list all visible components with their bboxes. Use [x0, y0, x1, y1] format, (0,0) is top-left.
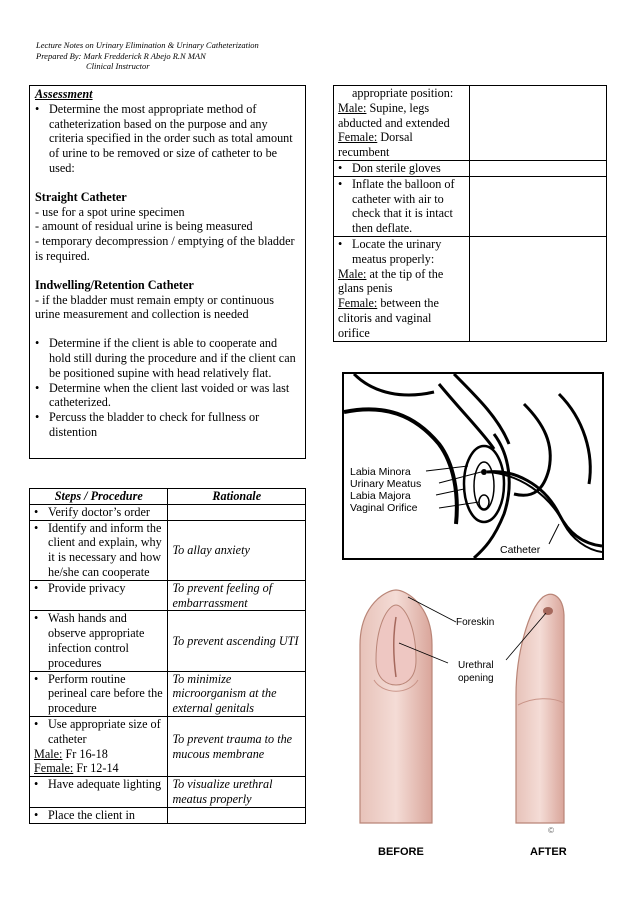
indwelling-catheter-title: Indwelling/Retention Catheter — [35, 277, 194, 292]
table-row — [30, 504, 306, 520]
assessment-bullet-percuss: • Percuss the bladder to check for fullness or distention — [35, 410, 301, 440]
rationale-text: To prevent ascending UTI — [168, 611, 306, 671]
rationale-text — [168, 504, 306, 520]
assessment-bullet-cooperate: • Determine if the client is able to cooperate and hold still during the procedure and if the client can be positioned supine with head relatively flat. — [35, 336, 301, 380]
table-row — [334, 236, 607, 341]
label-vaginal-orifice: Vaginal Orifice — [350, 502, 418, 514]
step-text: • Inflate the balloon of catheter with air to check that it is intact then deflate. — [338, 177, 465, 236]
locate-female: Female: between the clitoris and vaginal orifice — [338, 296, 439, 340]
table-row — [334, 176, 607, 236]
step-text: • Provide privacy — [34, 581, 163, 596]
indwelling-text: - if the bladder must remain empty or continuous urine measurement and collection is needed — [35, 292, 274, 322]
assessment-bullet-method: • Determine the most appropriate method of catheterization based on the purpose and any criteria specified in the order such as total amount of urine to be removed or size of catheter to be used: — [35, 102, 301, 176]
label-labia-minora: Labia Minora — [350, 466, 411, 478]
assessment-box — [29, 85, 306, 459]
label-foreskin: Foreskin — [456, 617, 495, 628]
table-row — [30, 777, 306, 808]
rationale-text: To prevent feeling of embarrassment — [168, 580, 306, 611]
rationale-text: To allay anxiety — [168, 520, 306, 580]
straight-item-3: - temporary decompression / emptying of the bladder is required. — [35, 234, 295, 263]
steps-table-header — [30, 489, 306, 505]
position-female: Female: Dorsal recumbent — [338, 130, 413, 160]
continuation-table — [333, 85, 607, 342]
header-course-title: Lecture Notes on Urinary Elimination & Urinary Catheterization — [36, 40, 259, 50]
penis-before-after-illustration — [338, 585, 610, 870]
rationale-text: To visualize urethral meatus properly — [168, 777, 306, 808]
table-row — [30, 716, 306, 776]
assessment-title: Assessment — [35, 87, 93, 101]
step-text: • Perform routine perineal care before the procedure — [34, 672, 163, 716]
table-row — [334, 160, 607, 176]
label-labia-majora: Labia Majora — [350, 490, 411, 502]
straight-item-1: - use for a spot urine specimen — [35, 204, 185, 219]
catheter-size-female: Female: Fr 12-14 — [34, 761, 119, 776]
step-text: • Use appropriate size of catheter — [34, 717, 163, 747]
rationale-column-header: Rationale — [168, 489, 306, 505]
female-anatomy-illustration — [344, 374, 602, 558]
step-text: • Locate the urinary meatus properly: — [338, 237, 465, 267]
rationale-text: To minimize microorganism at the external genitals — [168, 671, 306, 716]
table-row — [30, 611, 306, 671]
straight-catheter-title: Straight Catheter — [35, 189, 127, 204]
locate-male: Male: at the tip of the glans penis — [338, 266, 444, 296]
step-text: • Wash hands and observe appropriate infection control procedures — [34, 611, 163, 670]
label-urinary-meatus: Urinary Meatus — [350, 478, 422, 490]
table-row — [30, 807, 306, 823]
rationale-text: To prevent trauma to the mucous membrane — [168, 716, 306, 776]
steps-table — [29, 488, 306, 824]
table-row — [30, 671, 306, 716]
document-header — [36, 40, 259, 72]
position-text: appropriate position: — [352, 86, 454, 100]
step-text: • Verify doctor’s order — [34, 505, 163, 520]
step-text: • Don sterile gloves — [338, 161, 465, 176]
header-author: Prepared By: Mark Fredderick R Abejo R.N MAN — [36, 50, 206, 61]
table-row — [334, 86, 607, 161]
label-catheter: Catheter — [500, 544, 541, 556]
table-row — [30, 580, 306, 611]
svg-text:©: © — [548, 826, 554, 835]
position-male: Male: Supine, legs abducted and extended — [338, 100, 450, 130]
step-text: • Identify and inform the client and explain, why it is necessary and how he/she can cooperate — [34, 521, 163, 580]
step-text: • Have adequate lighting — [34, 777, 163, 792]
male-foreskin-figure — [338, 585, 610, 870]
assessment-bullet-voided: • Determine when the client last voided or was last catheterized. — [35, 381, 301, 411]
header-role: Clinical Instructor — [86, 61, 150, 71]
catheter-size-male: Male: Fr 16-18 — [34, 746, 108, 761]
female-catheterization-figure — [342, 372, 604, 560]
label-after: AFTER — [530, 846, 567, 858]
rationale-text — [168, 807, 306, 823]
label-opening: opening — [458, 673, 494, 684]
table-row — [30, 520, 306, 580]
label-urethral: Urethral — [458, 660, 494, 671]
steps-column-header: Steps / Procedure — [30, 489, 168, 505]
label-before: BEFORE — [378, 846, 424, 858]
step-text: • Place the client in — [34, 808, 163, 823]
straight-item-2: - amount of residual urine is being measured — [35, 219, 253, 234]
